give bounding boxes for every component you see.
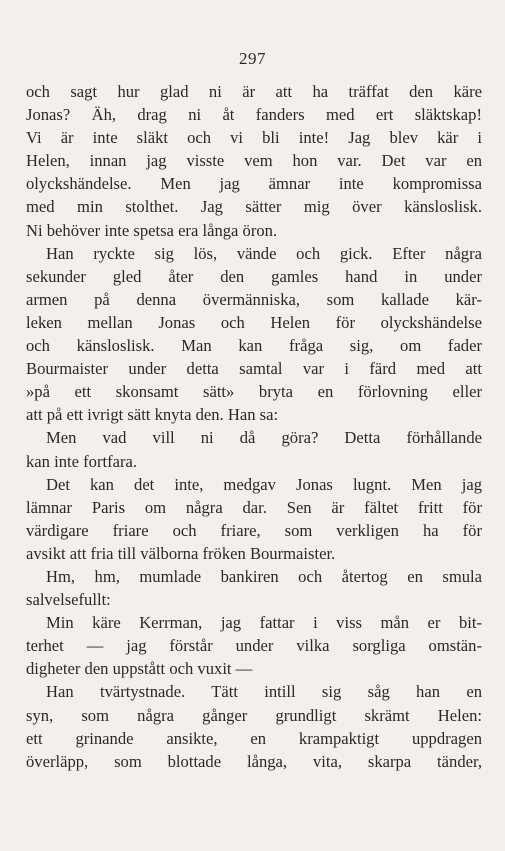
text-line: syn, som några gånger grundligt skrämt Helen: bbox=[26, 705, 482, 725]
text-line: Bourmaister under detta samtal var i färd med att bbox=[26, 359, 482, 379]
text-line: leken mellan Jonas och Helen för olyckshändelse bbox=[26, 312, 482, 332]
text-line: »på ett skonsamt sätt» bryta en förlovning eller bbox=[26, 382, 482, 402]
body-text bbox=[26, 80, 482, 773]
text-line: Ni behöver inte spetsa era långa öron. bbox=[26, 220, 278, 240]
text-line: Han ryckte sig lös, vände och gick. Efter några bbox=[46, 243, 482, 263]
text-line: ett grinande ansikte, en krampaktigt uppdragen bbox=[26, 728, 482, 748]
text-line: digheter den uppstått och vuxit — bbox=[26, 659, 253, 679]
text-line: Men vad vill ni då göra? Detta förhållande bbox=[46, 428, 482, 448]
text-line: salvelsefullt: bbox=[26, 590, 111, 610]
text-line: och känsloslisk. Man kan fråga sig, om fader bbox=[26, 336, 482, 356]
text-line: värdigare friare och friare, som verkligen ha för bbox=[26, 520, 482, 540]
text-line: terhet — jag förstår under vilka sorgliga omstän- bbox=[26, 636, 482, 656]
text-line: lämnar Paris om några dar. Sen är fältet fritt för bbox=[26, 497, 482, 517]
text-line: Helen, innan jag visste vem hon var. Det var en bbox=[26, 151, 482, 171]
text-line: Min käre Kerrman, jag fattar i viss mån er bit- bbox=[46, 613, 482, 633]
text-line: sekunder gled åter den gamles hand in under bbox=[26, 266, 482, 286]
text-line: Jonas? Äh, drag ni åt fanders med ert släktskap! bbox=[26, 105, 482, 125]
text-line: avsikt att fria till välborna fröken Bourmaister. bbox=[26, 543, 336, 563]
text-line: kan inte fortfara. bbox=[26, 451, 138, 471]
text-line: att på ett ivrigt sätt knyta den. Han sa: bbox=[26, 405, 279, 425]
text-line: Det kan det inte, medgav Jonas lugnt. Men jag bbox=[46, 474, 482, 494]
text-line: och sagt hur glad ni är att ha träffat den käre bbox=[26, 82, 482, 101]
text-line: armen på denna övermänniska, som kallade kär- bbox=[26, 289, 482, 309]
text-line: med min stolthet. Jag sätter mig över känsloslisk. bbox=[26, 197, 482, 217]
text-line: olyckshändelse. Men jag ämnar inte kompromissa bbox=[26, 174, 482, 194]
text-line: Han tvärtystnade. Tätt intill sig såg han en bbox=[46, 682, 482, 702]
page-number: 297 bbox=[239, 49, 266, 68]
text-line: Vi är inte släkt och vi bli inte! Jag blev kär i bbox=[26, 128, 482, 148]
text-line: överläpp, som blottade långa, vita, skarpa tänder, bbox=[26, 751, 482, 771]
text-line: Hm, hm, mumlade bankiren och återtog en smula bbox=[46, 566, 482, 586]
